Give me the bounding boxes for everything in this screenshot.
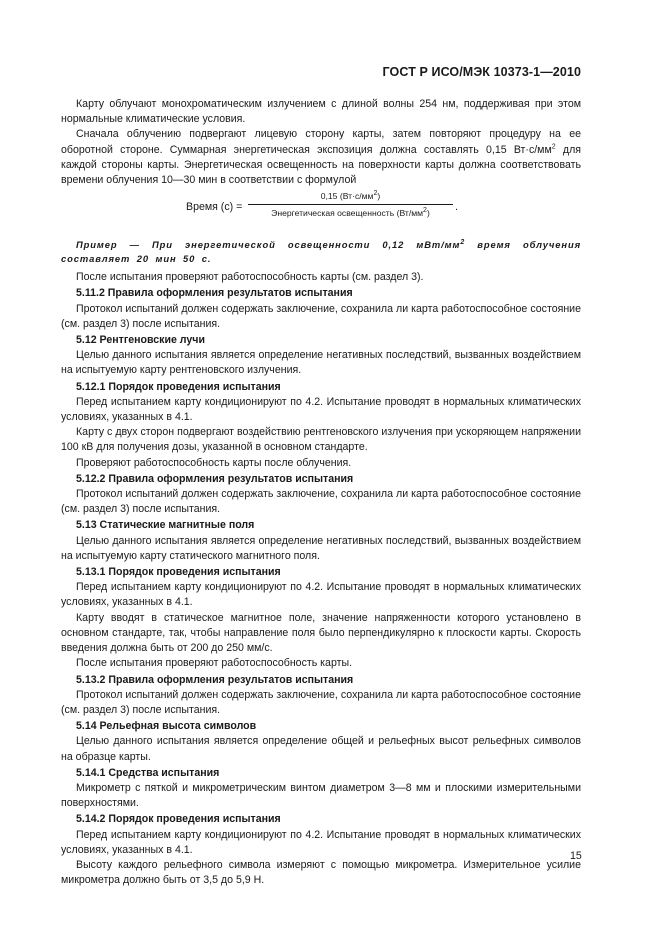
page-content [61,97,581,888]
superscript: 2 [460,239,466,247]
paragraph: Высоту каждого рельефного символа измеряют с помощью микрометра. Измерительное усилие микрометра должно быть от 3,5 до 5,9 Н. [61,858,581,887]
section-heading: 5.14 Рельефная высота символов [76,720,257,733]
formula-denominator [248,207,453,219]
formula-lhs: Время (с) = [186,201,243,214]
example-text: время облучения составляет 20 мин 50 с. [61,239,581,265]
superscript: 2 [423,207,427,215]
formula [61,192,581,232]
paragraph: Карту вводят в статическое магнитное поле, значение напряженности которого установлено в основном стандарте, так, чтобы направление поля было перпендикулярно к плоскости карты. Скорость введения должна быть от 200 до 250 мм/с. [61,611,581,655]
formula-end: . [455,201,458,214]
fraction-line [248,204,453,205]
paragraph: Целью данного испытания является определение негативных последствий, вызванных воздействием на испытуемую карту статического магнитного поля. [61,534,581,562]
paragraph: Перед испытанием карту кондиционируют по 4.2. Испытание проводят в нормальных климатических условиях, указанных в 4.1. [61,395,581,424]
superscript: 2 [373,190,378,198]
paragraph-text: для каждой стороны карты. Энергетическая освещенность на поверхности карты должна соответствовать времени облучения 10—30 мин в соответствии с формулой [61,143,581,187]
section-heading: 5.13 Статические магнитные поля [76,519,255,532]
paragraph: Протокол испытаний должен содержать заключение, сохранила ли карта работоспособное состояние (см. раздел 3) после испытания. [61,488,581,516]
section-heading: 5.12 Рентгеновские лучи [76,334,205,347]
denominator-close: ) [426,208,430,219]
paragraph: Микрометр с пяткой и микрометрическим винтом диаметром 3—8 мм и плоскими измерительными поверхностями. [61,781,581,810]
example-text: Пример — При энергетической освещенности 0,12 мВт/мм [76,239,461,251]
example-note [61,238,581,266]
denominator-text: Энергетическая освещенность (Вт/мм [271,208,424,219]
paragraph: Целью данного испытания является определение негативных последствий, вызванных воздействием на испытуемую карту рентгеновского излучения. [61,349,581,377]
section-heading: 5.12.1 Порядок проведения испытания [76,380,281,393]
paragraph: Проверяют работоспособность карты после облучения. [76,456,352,469]
paragraph: Перед испытанием карту кондиционируют по 4.2. Испытание проводят в нормальных климатических условиях, указанных в 4.1. [61,581,581,609]
paragraph: После испытания проверяют работоспособность карты (см. раздел 3). [76,271,424,284]
formula-fraction [248,190,453,219]
paragraph: Целью данного испытания является определение общей и рельефных высот рельефных символов на образце карты. [61,735,581,763]
formula-numerator [248,190,453,203]
paragraph: Перед испытанием карту кондиционируют по 4.2. Испытание проводят в нормальных климатических условиях, указанных в 4.1. [61,828,581,856]
numerator-text: 0,15 (Вт·с/мм [320,191,374,202]
paragraph: После испытания проверяют работоспособность карты. [76,657,353,670]
superscript: 2 [551,143,556,151]
numerator-close: ) [377,191,381,202]
paragraph-text: Сначала облучению подвергают лицевую сторону карты, затем повторяют процедуру на ее оборотной стороне. Суммарная энергетическая экспозиция должна составлять 0,15 Вт·с/мм [61,128,581,156]
section-heading: 5.11.2 Правила оформления результатов испытания [76,287,353,300]
section-heading: 5.14.2 Порядок проведения испытания [76,813,281,826]
section-heading: 5.12.2 Правила оформления результатов испытания [76,472,354,485]
paragraph [61,127,581,188]
section-heading: 5.14.1 Средства испытания [76,766,220,779]
body-flow [61,270,581,888]
document-code: ГОСТ Р ИСО/МЭК 10373-1—2010 [382,65,581,79]
paragraph: Протокол испытаний должен содержать заключение, сохранила ли карта работоспособное состояние (см. раздел 3) после испытания. [61,302,581,330]
page-number: 15 [570,850,582,862]
section-heading: 5.13.1 Порядок проведения испытания [76,566,281,579]
paragraph: Карту облучают монохроматическим излучением с длиной волны 254 нм, поддерживая при этом нормальные климатические условия. [61,98,581,126]
paragraph: Протокол испытаний должен содержать заключение, сохранила ли карта работоспособное состояние (см. раздел 3) после испытания. [61,688,581,716]
section-heading: 5.13.2 Правила оформления результатов испытания [76,673,354,686]
paragraph: Карту с двух сторон подвергают воздействию рентгеновского излучения при ускоряющем напряжении 100 кВ для получения дозы, указанной в основном стандарте. [61,426,581,454]
